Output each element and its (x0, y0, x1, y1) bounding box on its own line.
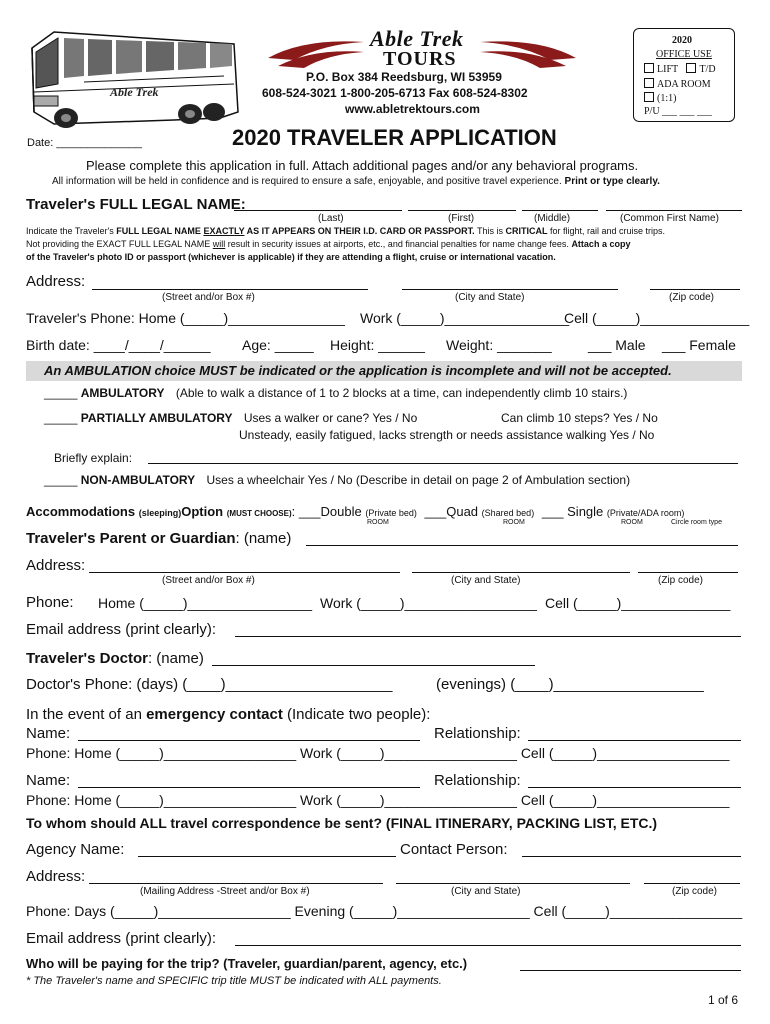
guardian-row (26, 530, 291, 547)
td-checkbox[interactable] (686, 63, 696, 73)
traveler-home-phone[interactable]: Traveler's Phone: Home (_____)_______________ (26, 310, 345, 326)
ambulation-banner-text: An AMBULATION choice MUST be indicated or the application is incomplete and will not be accepted. (44, 363, 672, 378)
single-option[interactable]: ___ Single (541, 504, 604, 519)
ambulatory-blank[interactable]: _____ (44, 386, 78, 400)
address-sub-city: (City and State) (455, 292, 525, 303)
payment-question: Who will be paying for the trip? (Traveler, guardian/parent, agency, etc.) (26, 956, 468, 971)
emergency-relationship-1-label: Relationship: (434, 725, 521, 742)
header-phones: 608-524-3021 1-800-205-6713 Fax 608-524-8302 (262, 86, 528, 100)
intro-line-2-text: All information will be held in confidence and is required to ensure a safe, enjoyable, and positive travel experience. (52, 176, 562, 187)
partial-steps: Can climb 10 steps? Yes / No (501, 411, 658, 425)
emergency-name-2-line[interactable] (78, 787, 420, 788)
legal-name-note-1 (26, 226, 665, 236)
legal-name-label-text: Traveler's FULL LEGAL NAME (26, 196, 241, 213)
male-field[interactable]: ___ Male (588, 337, 646, 353)
emergency-name-2-label: Name: (26, 772, 71, 789)
sub-first: (First) (448, 213, 475, 224)
non-label: NON-AMBULATORY (80, 473, 196, 487)
legal-name-last-line[interactable] (234, 210, 402, 211)
page-number: 1 of 6 (708, 993, 739, 1007)
note1d: AS IT APPEARS ON THEIR I.D. CARD OR PASSPORT. (244, 226, 475, 236)
emergency-phone-2[interactable]: Phone: Home (_____)_________________ Work (_____)_________________ Cell (_____)_________________ (26, 792, 730, 808)
lift-label: LIFT (657, 64, 678, 75)
office-year: 2020 (672, 35, 692, 46)
address-label: Address: (26, 273, 86, 290)
date-field[interactable]: Date: ______________ (27, 137, 142, 149)
accommodations-must: (MUST CHOOSE) (226, 509, 292, 518)
correspondence-sub-city: (City and State) (451, 886, 521, 897)
correspondence-address-label: Address: (26, 868, 86, 885)
correspondence-email-line[interactable] (235, 945, 741, 946)
guardian-email-line[interactable] (235, 636, 741, 637)
ada-room-label: ADA ROOM (657, 79, 711, 90)
accommodations-sleeping: (sleeping) (138, 508, 182, 518)
emergency-intro-b: emergency contact (146, 706, 283, 723)
guardian-phone-label: Phone: (26, 594, 74, 611)
non-blank[interactable]: _____ (44, 473, 78, 487)
sub-common-name: (Common First Name) (620, 213, 719, 224)
partial-desc: Uses a walker or cane? Yes / No (243, 411, 418, 425)
ratio-label: (1:1) (657, 93, 677, 104)
note1a: Indicate the Traveler's (26, 226, 117, 236)
correspondence-question: To whom should ALL travel correspondence be sent? (FINAL ITINERARY, PACKING LIST, ETC.) (26, 815, 658, 831)
legal-name-note-2 (26, 239, 630, 249)
traveler-work-phone[interactable]: Work (_____)________________ (360, 310, 570, 326)
payment-note: * The Traveler's name and SPECIFIC trip title MUST be indicated with ALL payments. (26, 975, 442, 987)
sub-middle: (Middle) (534, 213, 571, 224)
birth-date-field[interactable]: Birth date: ____/____/______ (26, 337, 211, 353)
guardian-zip-line[interactable] (638, 572, 738, 573)
correspondence-zip-line[interactable] (644, 883, 740, 884)
guardian-cell-phone[interactable]: Cell (_____)______________ (545, 595, 731, 611)
intro-print-clearly: Print or type clearly. (564, 176, 660, 187)
correspondence-phones[interactable]: Phone: Days (_____)_________________ Evening (_____)_________________ Cell (_____)_________________ (26, 903, 743, 919)
weight-field[interactable]: Weight: _______ (446, 337, 552, 353)
ada-room-checkbox[interactable] (644, 78, 654, 88)
note2d: Attach a copy (571, 239, 631, 249)
partial-label: PARTIALLY AMBULATORY (80, 411, 233, 425)
contact-person-label: Contact Person: (400, 841, 508, 858)
correspondence-city-line[interactable] (396, 883, 630, 884)
legal-name-common-line[interactable] (606, 210, 742, 211)
legal-name-label: Traveler's FULL LEGAL NAME: (26, 196, 246, 213)
emergency-intro-c: (Indicate two people): (282, 706, 431, 723)
guardian-sub-city: (City and State) (451, 575, 521, 586)
note1f: CRITICAL (505, 226, 548, 236)
note1c: EXACTLY (203, 226, 245, 236)
address-city-line[interactable] (402, 289, 618, 290)
room-label-1: ROOM (367, 519, 389, 526)
payment-line[interactable] (520, 970, 741, 971)
emergency-relationship-2-label: Relationship: (434, 772, 521, 789)
intro-line-1: Please complete this application in full. Attach additional pages and/or any behavioral programs. (86, 158, 639, 173)
note2a: Not providing the EXACT FULL LEGAL NAME (26, 239, 213, 249)
note1b: FULL LEGAL NAME (116, 226, 204, 236)
height-field[interactable]: Height: ______ (330, 337, 425, 353)
doctor-evening-phone[interactable]: (evenings) (____)__________________ (436, 676, 704, 693)
double-note: (Private bed) (365, 508, 417, 518)
agency-name-label: Agency Name: (26, 841, 125, 858)
guardian-address-label: Address: (26, 557, 86, 574)
note2c: result in security issues at airports, etc., and financial penalties for name change fees. (225, 239, 572, 249)
emergency-phone-1[interactable]: Phone: Home (_____)_________________ Work (_____)_________________ Cell (_____)_________________ (26, 745, 730, 761)
emergency-relationship-2-line[interactable] (528, 787, 741, 788)
legal-name-middle-line[interactable] (522, 210, 598, 211)
ambulatory-label: AMBULATORY (80, 386, 165, 400)
accommodations-option: Option (181, 504, 224, 519)
ambulatory-desc: (Able to walk a distance of 1 to 2 blocks at a time, can independently climb 10 stairs.) (175, 386, 628, 400)
guardian-city-line[interactable] (412, 572, 630, 573)
traveler-cell-phone[interactable]: Cell (_____)______________ (564, 310, 750, 326)
correspondence-sub-zip: (Zip code) (672, 886, 718, 897)
non-desc: Uses a wheelchair Yes / No (Describe in detail on page 2 of Ambulation section) (206, 473, 631, 487)
pu-field[interactable]: P/U ___ ___ ___ (644, 106, 713, 117)
address-sub-zip: (Zip code) (669, 292, 715, 303)
office-use-box (633, 28, 735, 122)
svg-text:Able Trek: Able Trek (110, 85, 159, 99)
doctor-row (26, 650, 204, 667)
partial-blank[interactable]: _____ (44, 411, 78, 425)
emergency-intro (26, 706, 430, 723)
room-label-3: ROOM (621, 519, 643, 526)
emergency-intro-a: In the event of an (26, 706, 147, 723)
office-use-label: OFFICE USE (656, 49, 712, 60)
guardian-name-line[interactable] (306, 545, 738, 546)
guardian-sub-street: (Street and/or Box #) (162, 575, 255, 586)
briefly-explain-line[interactable] (148, 463, 738, 464)
room-label-2: ROOM (503, 519, 525, 526)
age-field[interactable]: Age: _____ (242, 337, 314, 353)
female-field[interactable]: ___ Female (662, 337, 736, 353)
partial-ambulatory-row (44, 411, 417, 425)
guardian-work-phone[interactable]: Work (_____)_________________ (320, 595, 537, 611)
guardian-street-line[interactable] (89, 572, 400, 573)
single-note: (Private/ADA room) (606, 508, 685, 518)
quad-option[interactable]: ___Quad (424, 504, 479, 519)
emergency-name-1-label: Name: (26, 725, 71, 742)
doctor-name-label: : (name) (147, 650, 204, 667)
lift-checkbox[interactable] (644, 63, 654, 73)
circle-room-type: Circle room type (671, 519, 722, 526)
doctor-label: Traveler's Doctor (26, 650, 148, 667)
guardian-home-phone[interactable]: Home (_____)________________ (98, 595, 313, 611)
emergency-relationship-1-line[interactable] (528, 740, 741, 741)
partial-line-2: Unsteady, easily fatigued, lacks strength or needs assistance walking Yes / No (239, 428, 655, 442)
non-ambulatory-row (44, 473, 630, 487)
address-zip-line[interactable] (650, 289, 740, 290)
agency-name-line[interactable] (138, 856, 396, 857)
correspondence-email-label: Email address (print clearly): (26, 930, 217, 947)
quad-note: (Shared bed) (481, 508, 535, 518)
header-website: www.abletrektours.com (345, 102, 480, 116)
note1g: for flight, rail and cruise trips. (547, 226, 666, 236)
doctor-name-line[interactable] (212, 665, 535, 666)
intro-line-2 (52, 176, 660, 187)
legal-name-note-3: of the Traveler's photo ID or passport (whichever is applicable) if they are attending a flight, cruise or international vacation. (26, 252, 556, 262)
accommodations-row (26, 504, 684, 519)
doctor-days-phone[interactable]: Doctor's Phone: (days) (____)____________________ (26, 676, 393, 693)
td-label: T/D (699, 64, 716, 75)
page-title: 2020 TRAVELER APPLICATION (232, 125, 557, 150)
address-sub-street: (Street and/or Box #) (162, 292, 255, 303)
ambulatory-row (44, 386, 627, 400)
accommodations-label: Accommodations (26, 504, 136, 519)
logo-text-able-trek: Able Trek (370, 26, 464, 51)
double-option[interactable]: : ___Double (291, 504, 362, 519)
contact-person-line[interactable] (522, 856, 741, 857)
address-street-line[interactable] (92, 289, 368, 290)
logo-text-tours: TOURS (383, 48, 457, 70)
sub-last: (Last) (318, 213, 344, 224)
bus-illustration (24, 26, 246, 134)
correspondence-street-line[interactable] (89, 883, 383, 884)
correspondence-sub-street: (Mailing Address -Street and/or Box #) (140, 886, 310, 897)
header-address: P.O. Box 384 Reedsburg, WI 53959 (306, 70, 502, 84)
briefly-explain-label: Briefly explain: (54, 451, 133, 465)
emergency-name-1-line[interactable] (78, 740, 420, 741)
guardian-sub-zip: (Zip code) (658, 575, 704, 586)
note2b: will (212, 239, 226, 249)
legal-name-first-line[interactable] (408, 210, 516, 211)
guardian-label: Traveler's Parent or Guardian (26, 530, 236, 547)
note1e: This is (474, 226, 506, 236)
ratio-checkbox[interactable] (644, 92, 654, 102)
guardian-name-label: : (name) (235, 530, 292, 547)
guardian-email-label: Email address (print clearly): (26, 621, 217, 638)
